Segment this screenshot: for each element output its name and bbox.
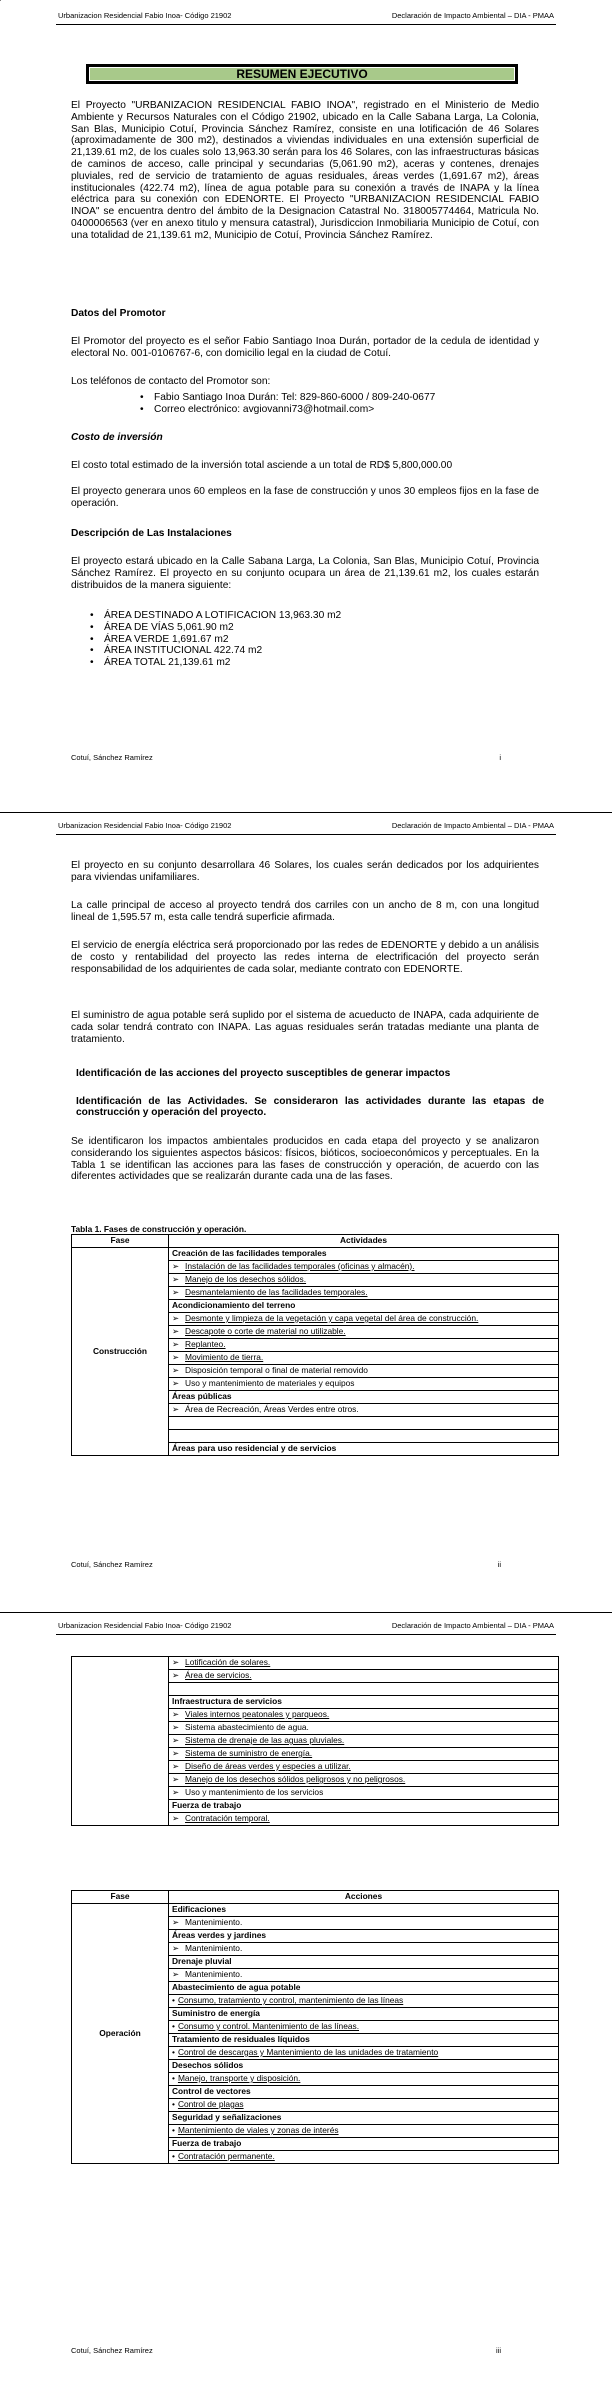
page-title: RESUMEN EJECUTIVO xyxy=(89,67,515,81)
group-label: Tratamiento de residuales líquidos xyxy=(172,2034,310,2044)
group-cell xyxy=(169,2112,559,2125)
fase-cell: Operación xyxy=(72,1904,169,2164)
activity-cell xyxy=(169,2021,559,2034)
page-number: iii xyxy=(496,2346,501,2355)
activity-label: Diseño de áreas verdes y especies a utilizar. xyxy=(185,1761,351,1771)
activity-label: Replanteo. xyxy=(185,1339,226,1349)
activity-cell xyxy=(169,1261,559,1274)
activity-cell xyxy=(169,2151,559,2164)
area-item: • ÁREA INSTITUCIONAL 422.74 m2 xyxy=(104,645,341,657)
table-header-activities: Actividades xyxy=(169,1235,559,1248)
group-label: Seguridad y señalizaciones xyxy=(172,2112,282,2122)
activity-cell xyxy=(169,1722,559,1735)
footer-left: Cotuí, Sánchez Ramírez xyxy=(71,2346,153,2355)
blank-cell xyxy=(169,1683,559,1696)
page-header xyxy=(56,8,556,25)
group-cell xyxy=(169,2034,559,2047)
fase-cell xyxy=(72,1657,169,1826)
header-left: Urbanizacion Residencial Fabio Inoa- Código 21902 xyxy=(58,11,232,20)
footer-left: Cotuí, Sánchez Ramírez xyxy=(71,753,153,762)
activity-label: Manejo de los desechos sólidos peligrosos y no peligrosos. xyxy=(185,1774,406,1784)
activity-label: Mantenimiento. xyxy=(185,1943,243,1953)
group-label: Desechos sólidos xyxy=(172,2060,244,2070)
table-row xyxy=(72,1657,559,1670)
activity-label: Instalación de las facilidades temporales (oficinas y almacén). xyxy=(185,1261,415,1271)
group-label: Infraestructura de servicios xyxy=(172,1696,282,1706)
group-label: Áreas para uso residencial y de servicios xyxy=(172,1443,337,1453)
section-heading: Identificación de las Actividades. Se consideraron las actividades durante las etapas de construcción y operación del proyecto. xyxy=(76,1096,544,1118)
paragraph: Se identificaron los impactos ambientales producidos en cada etapa del proyecto y se analizaron considerando los siguientes aspectos básicos: físicos, bióticos, socioeconómicos y perceptuales. En la Tabla 1 se identifican las acciones para las fases de construcción y operación, de acuerdo con las diferentes actividades que se realizarán durante cada una de las fases. xyxy=(71,1136,539,1183)
activity-label: Desmantelamiento de las facilidades temporales. xyxy=(185,1287,368,1297)
area-item: • ÁREA TOTAL 21,139.61 m2 xyxy=(104,657,341,669)
activity-cell xyxy=(169,1404,559,1417)
cost-paragraph: El costo total estimado de la inversión total asciende a un total de RD$ 5,800,000.00 xyxy=(71,460,453,471)
page-1 xyxy=(0,0,612,800)
activity-label: Mantenimiento de viales y zonas de interés xyxy=(177,2125,339,2135)
header-right: Declaración de Impacto Ambiental – DIA - PMAA xyxy=(391,1621,554,1630)
group-cell xyxy=(169,1982,559,1995)
group-label: Creación de las facilidades temporales xyxy=(172,1248,327,1258)
areas-list xyxy=(90,610,341,669)
group-label: Acondicionamiento del terreno xyxy=(172,1300,296,1310)
page-number: ii xyxy=(497,1560,501,1569)
activity-cell xyxy=(169,1943,559,1956)
cost-heading: Costo de inversión xyxy=(71,432,163,443)
area-item: • ÁREA VERDE 1,691.67 m2 xyxy=(104,634,341,646)
table-header-fase: Fase xyxy=(72,1235,169,1248)
header-corner-mark xyxy=(0,0,17,16)
page-number: i xyxy=(499,753,501,762)
group-cell xyxy=(169,2008,559,2021)
header-rule xyxy=(0,1612,612,1613)
installations-heading: Descripción de Las Instalaciones xyxy=(71,528,232,539)
table-row xyxy=(72,1248,559,1261)
activity-cell xyxy=(169,1917,559,1930)
page-3 xyxy=(0,1600,612,2386)
installations-paragraph: El proyecto estará ubicado en la Calle Sabana Larga, La Colonia, San Blas, Municipio Cotuí, Provincia Sánchez Ramírez. El proyecto en su conjunto ocupara un área de 21,139.61 m2, los cuales estarán distribuidos de la manera siguiente: xyxy=(71,556,539,591)
group-cell xyxy=(169,1930,559,1943)
activity-label: Manejo de los desechos sólidos. xyxy=(185,1274,307,1284)
group-label: Drenaje pluvial xyxy=(172,1956,232,1966)
contact-phone: • Fabio Santiago Inoa Durán: Tel: 829-860-6000 / 809-240-0677 xyxy=(154,392,435,404)
header-left: Urbanizacion Residencial Fabio Inoa- Código 21902 xyxy=(58,821,232,830)
activity-cell xyxy=(169,2125,559,2138)
group-label: Abastecimiento de agua potable xyxy=(172,1982,301,1992)
group-label: Áreas verdes y jardines xyxy=(172,1930,267,1940)
activity-cell xyxy=(169,1748,559,1761)
activity-cell xyxy=(169,1339,559,1352)
footer-left: Cotuí, Sánchez Ramírez xyxy=(71,1560,153,1569)
activity-label: Control de descargas y Mantenimiento de las unidades de tratamiento xyxy=(177,2047,439,2057)
employment-paragraph: El proyecto generara unos 60 empleos en la fase de construcción y unos 30 empleos fijos en la fase de operación. xyxy=(71,486,539,509)
group-cell xyxy=(169,2060,559,2073)
activity-cell xyxy=(169,1287,559,1300)
activity-cell xyxy=(169,1657,559,1670)
table-row xyxy=(72,1904,559,1917)
activity-label: Control de plagas xyxy=(177,2099,244,2109)
group-cell xyxy=(169,2086,559,2099)
group-label: Control de vectores xyxy=(172,2086,251,2096)
group-label: Fuerza de trabajo xyxy=(172,2138,242,2148)
activity-label: Sistema de suministro de energía. xyxy=(185,1748,313,1758)
activity-cell xyxy=(169,1352,559,1365)
activity-label: Contratación temporal. xyxy=(185,1813,270,1823)
group-cell xyxy=(169,1248,559,1261)
fase-cell: Construcción xyxy=(72,1248,169,1456)
activity-label: Movimiento de tierra. xyxy=(185,1352,264,1362)
construction-table-continued xyxy=(71,1656,559,1826)
activity-cell xyxy=(169,1326,559,1339)
contact-email: • Correo electrónico: avgiovanni73@hotmail.com> xyxy=(154,404,435,416)
intro-paragraph: El Proyecto "URBANIZACION RESIDENCIAL FABIO INOA", registrado en el Ministerio de Medio Ambiente y Recursos Naturales con el Código 21902, ubicado en la Calle Sabana Larga, La Colonia, San Blas, Municipio Cotuí, Provincia Sánchez Ramírez, consiste en una lotificación de 46 Solares (aproximadamente de 300 m2), destinados a viviendas individuales en una extensión superficial de 21,139.61 m2, de los cuales solo 13,963.30 serán para los 46 Solares, con las infraestructuras básicas de caminos de acceso, calle principal y secundarias (5,061.90 m2), aceras y contenes, drenajes pluviales, red de servicio de tratamiento de aguas residuales, áreas verdes (1,691.67 m2), áreas institucionales (422.74 m2), línea de agua potable para su conexión a través de INAPA y la línea eléctrica para su conexión con EDENORTE. El Proyecto "URBANIZACION RESIDENCIAL FABIO INOA" se encuentra dentro del ámbito de la Designacion Catastral No. 318005774464, Matricula No. 0400006563 (ver en anexo titulo y mensura catastral), Jurisdiccion Inmobiliaria Municipio de Cotuí, con una totalidad de 21,139.61 m2, Municipio de Cotuí, Provincia Sánchez Ramírez. xyxy=(71,100,539,241)
group-label: Suministro de energía xyxy=(172,2008,260,2018)
table-header-actions: Acciones xyxy=(169,1891,559,1904)
activity-cell xyxy=(169,1709,559,1722)
promotor-paragraph: El Promotor del proyecto es el señor Fabio Santiago Inoa Durán, portador de la cedula de identidad y electoral No. 001-0106767-6, con domicilio legal en la ciudad de Cotuí. xyxy=(71,336,539,359)
activity-cell xyxy=(169,2047,559,2060)
activity-cell xyxy=(169,2073,559,2086)
construction-table xyxy=(71,1234,559,1456)
page-header xyxy=(56,1618,556,1635)
paragraph: El servicio de energía eléctrica será proporcionado por las redes de EDENORTE y debido a un análisis de costo y rentabilidad del proyecto las redes interna de electrificación del proyecto serán responsabilidad de los adquirientes de cada solar, mediante contrato con EDENORTE. xyxy=(71,940,539,975)
activity-label: Área de servicios. xyxy=(185,1670,252,1680)
operation-table xyxy=(71,1890,559,2164)
activity-cell xyxy=(169,1670,559,1683)
page-footer xyxy=(71,2346,501,2355)
activity-label: Disposición temporal o final de material removido xyxy=(185,1365,368,1375)
activity-label: Lotificación de solares. xyxy=(185,1657,271,1667)
contact-intro: Los teléfonos de contacto del Promotor son: xyxy=(71,376,271,387)
section-heading: Identificación de las acciones del proyecto susceptibles de generar impactos xyxy=(76,1068,451,1079)
paragraph: El suministro de agua potable será suplido por el sistema de acueducto de INAPA, cada adquiriente de cada solar tendrá contrato con INAPA. Las aguas residuales serán tratadas mediante una planta de tratamiento. xyxy=(71,1010,539,1045)
activity-cell xyxy=(169,1969,559,1982)
group-cell xyxy=(169,1696,559,1709)
group-cell xyxy=(169,1904,559,1917)
activity-label: Contratación permanente. xyxy=(177,2151,275,2161)
promotor-heading: Datos del Promotor xyxy=(71,308,166,319)
header-left: Urbanizacion Residencial Fabio Inoa- Código 21902 xyxy=(58,1621,232,1630)
group-label: Áreas públicas xyxy=(172,1391,232,1401)
activity-label: Desmonte y limpieza de la vegetación y capa vegetal del área de construcción. xyxy=(185,1313,479,1323)
group-cell xyxy=(169,2138,559,2151)
activity-label: Viales internos peatonales y parqueos. xyxy=(185,1709,330,1719)
group-label: Edificaciones xyxy=(172,1904,226,1914)
activity-cell xyxy=(169,1313,559,1326)
group-cell xyxy=(169,1956,559,1969)
page-header xyxy=(56,818,556,835)
group-cell xyxy=(169,1443,559,1456)
activity-label: Mantenimiento. xyxy=(185,1917,243,1927)
activity-cell xyxy=(169,1995,559,2008)
header-rule xyxy=(0,812,612,813)
activity-cell xyxy=(169,1761,559,1774)
activity-cell xyxy=(169,1274,559,1287)
group-cell xyxy=(169,1391,559,1404)
activity-cell xyxy=(169,1787,559,1800)
activity-label: Descapote o corte de material no utilizable. xyxy=(185,1326,346,1336)
activity-label: Área de Recreación, Áreas Verdes entre otros. xyxy=(185,1404,359,1414)
activity-label: Consumo y control. Mantenimiento de las líneas. xyxy=(177,2021,360,2031)
activity-cell xyxy=(169,1378,559,1391)
paragraph: El proyecto en su conjunto desarrollara 46 Solares, los cuales serán dedicados por los adquirientes para viviendas unifamiliares. xyxy=(71,860,539,883)
group-label: Fuerza de trabajo xyxy=(172,1800,242,1810)
activity-cell xyxy=(169,1735,559,1748)
activity-label: Consumo, tratamiento y control, mantenimiento de las líneas xyxy=(177,1995,404,2005)
activity-cell xyxy=(169,1774,559,1787)
title-box xyxy=(86,64,518,84)
page-footer xyxy=(71,1560,501,1569)
activity-label: Sistema abastecimiento de agua. xyxy=(185,1722,309,1732)
header-right: Declaración de Impacto Ambiental – DIA - PMAA xyxy=(391,11,554,20)
paragraph: La calle principal de acceso al proyecto tendrá dos carriles con un ancho de 8 m, con una longitud lineal de 1,595.57 m, esta calle tendrá superficie afirmada. xyxy=(71,900,539,923)
page-footer xyxy=(71,753,501,762)
activity-label: Sistema de drenaje de las aguas pluviales. xyxy=(185,1735,345,1745)
area-item: • ÁREA DE VÍAS 5,061.90 m2 xyxy=(104,622,341,634)
group-cell xyxy=(169,1800,559,1813)
table-caption: Tabla 1. Fases de construcción y operación. xyxy=(71,1224,247,1234)
blank-cell xyxy=(169,1430,559,1443)
page-2 xyxy=(0,800,612,1600)
header-right: Declaración de Impacto Ambiental – DIA - PMAA xyxy=(391,821,554,830)
contact-list xyxy=(140,392,435,416)
group-cell xyxy=(169,1300,559,1313)
activity-label: Manejo, transporte y disposición. xyxy=(177,2073,301,2083)
area-item: • ÁREA DESTINADO A LOTIFICACION 13,963.30 m2 xyxy=(104,610,341,622)
activity-label: Uso y mantenimiento de materiales y equipos xyxy=(185,1378,355,1388)
activity-cell xyxy=(169,2099,559,2112)
activity-label: Mantenimiento. xyxy=(185,1969,243,1979)
activity-label: Uso y mantenimiento de los servicios xyxy=(185,1787,324,1797)
activity-cell xyxy=(169,1365,559,1378)
blank-cell xyxy=(169,1417,559,1430)
table-header-fase: Fase xyxy=(72,1891,169,1904)
activity-cell xyxy=(169,1813,559,1826)
